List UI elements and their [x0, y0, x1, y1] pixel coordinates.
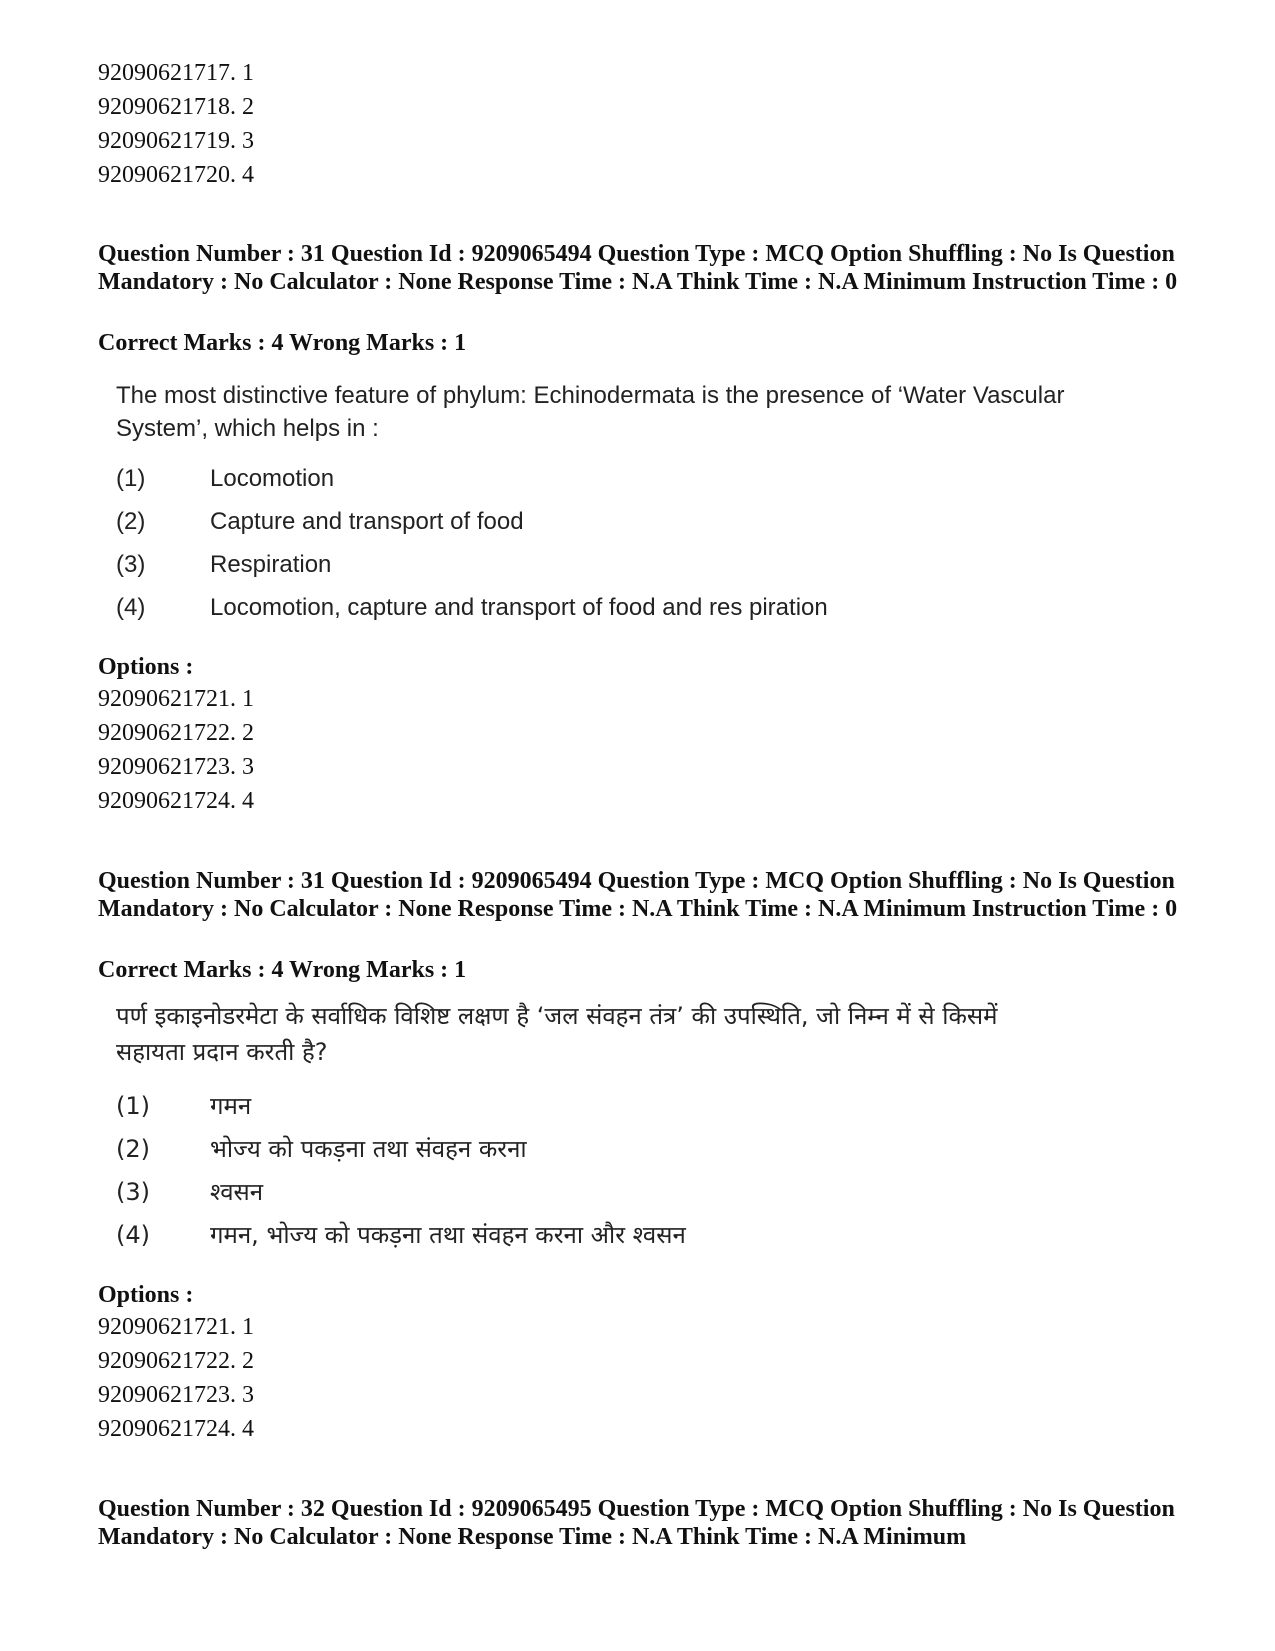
- answer-choice: [116, 593, 828, 623]
- choice-number: (3): [116, 551, 146, 578]
- choice-number: (1): [116, 1092, 150, 1120]
- question-text-line: पर्ण इकाइनोडरमेटा के सर्वाधिक विशिष्ट लक्षण है ‘जल संवहन तंत्र’ की उपस्थिति, जो निम्न में से किसमें: [116, 1002, 998, 1030]
- choice-text: Locomotion: [210, 465, 335, 492]
- answer-choice: [116, 464, 334, 494]
- option-line: 92090621723. 3: [98, 754, 254, 780]
- option-line: 92090621723. 3: [98, 1382, 254, 1408]
- question-text: [116, 379, 1136, 445]
- option-line: 92090621721. 1: [98, 1314, 254, 1340]
- options-label: Options :: [98, 1282, 194, 1308]
- option-line: 92090621722. 2: [98, 1348, 254, 1374]
- answer-choice: [116, 550, 331, 580]
- answer-choice: [116, 1091, 251, 1121]
- option-line: 92090621722. 2: [98, 720, 254, 746]
- choice-text: श्वसन: [210, 1178, 264, 1206]
- question-text-line: System’, which helps in :: [116, 415, 379, 442]
- option-line: 92090621724. 4: [98, 788, 254, 814]
- choice-text: गमन: [210, 1092, 252, 1120]
- options-label: Options :: [98, 654, 194, 680]
- option-line: 92090621721. 1: [98, 686, 254, 712]
- choice-number: (4): [116, 1221, 150, 1249]
- option-line: 92090621724. 4: [98, 1416, 254, 1442]
- question-meta: Question Number : 31 Question Id : 9209065494 Question Type : MCQ Option Shuffling : No Is Question Mandatory : No Calculator : None Response Time : N.A Think Time : N.A Minimum Instruction Time : 0: [98, 868, 1178, 922]
- choice-number: (2): [116, 508, 146, 535]
- option-line: 92090621718. 2: [98, 94, 254, 120]
- choice-number: (4): [116, 594, 146, 621]
- answer-choice: [116, 507, 524, 537]
- option-line: 92090621720. 4: [98, 162, 254, 188]
- choice-text: Locomotion, capture and transport of food and res piration: [210, 594, 828, 621]
- choice-number: (2): [116, 1135, 150, 1163]
- choice-text: Capture and transport of food: [210, 508, 524, 535]
- choice-text: भोज्य को पकड़ना तथा संवहन करना: [210, 1135, 527, 1163]
- question-meta: Question Number : 32 Question Id : 9209065495 Question Type : MCQ Option Shuffling : No Is Question Mandatory : No Calculator : None Response Time : N.A Think Time : N.A Minimum: [98, 1496, 1175, 1550]
- option-line: 92090621717. 1: [98, 60, 254, 86]
- choice-number: (1): [116, 465, 146, 492]
- question-marks: Correct Marks : 4 Wrong Marks : 1: [98, 957, 467, 983]
- question-text-line: सहायता प्रदान करती है?: [116, 1038, 328, 1066]
- option-line: 92090621719. 3: [98, 128, 254, 154]
- answer-choice: [116, 1134, 527, 1164]
- question-meta: Question Number : 31 Question Id : 9209065494 Question Type : MCQ Option Shuffling : No Is Question Mandatory : No Calculator : None Response Time : N.A Think Time : N.A Minimum Instruction Time : 0: [98, 241, 1178, 295]
- answer-choice: [116, 1177, 263, 1207]
- question-text: [116, 998, 1136, 1070]
- question-text-line: The most distinctive feature of phylum: Echinodermata is the presence of ‘Water Vascular: [116, 382, 1065, 409]
- answer-choice: [116, 1220, 686, 1250]
- choice-number: (3): [116, 1178, 150, 1206]
- question-marks: Correct Marks : 4 Wrong Marks : 1: [98, 330, 467, 356]
- choice-text: गमन, भोज्य को पकड़ना तथा संवहन करना और श्वसन: [210, 1221, 686, 1249]
- choice-text: Respiration: [210, 551, 332, 578]
